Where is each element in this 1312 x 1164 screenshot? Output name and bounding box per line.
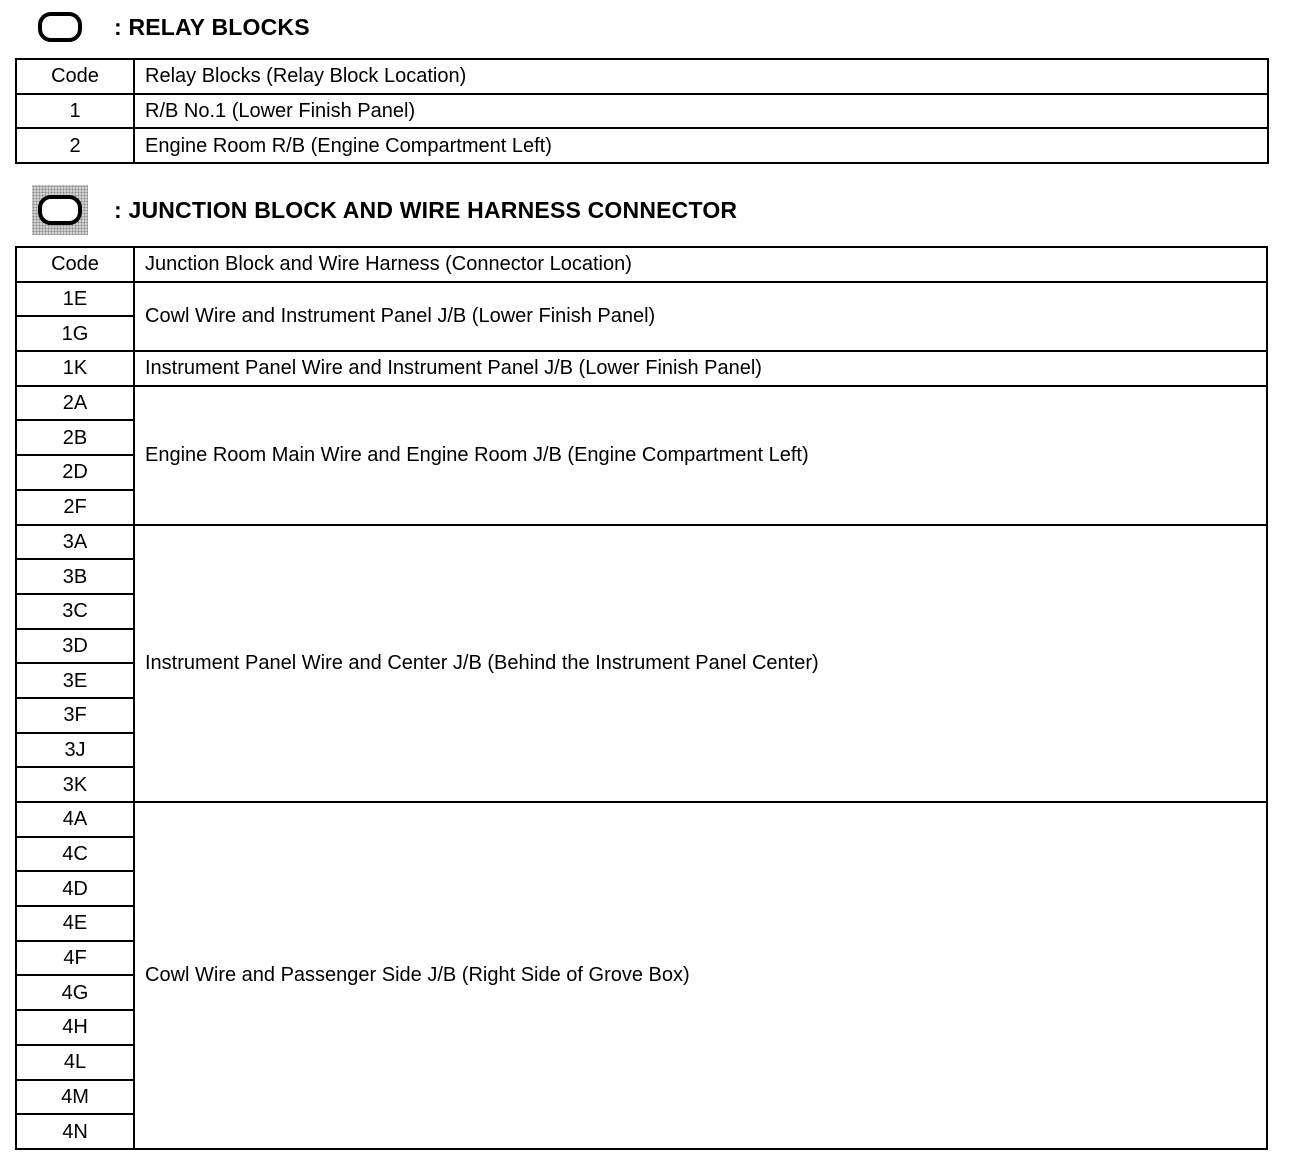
code-cell: 4L <box>16 1045 134 1080</box>
table-header-row <box>16 247 1267 282</box>
junction-block-header <box>38 185 737 235</box>
table-header-row <box>16 59 1268 94</box>
code-cell: 2A <box>16 386 134 421</box>
table-row <box>16 386 1267 421</box>
location-cell: Engine Room R/B (Engine Compartment Left) <box>134 128 1268 163</box>
code-cell: 3A <box>16 525 134 560</box>
location-cell: Engine Room Main Wire and Engine Room J/B (Engine Compartment Left) <box>134 386 1267 525</box>
code-cell: 4E <box>16 906 134 941</box>
code-cell: 3F <box>16 698 134 733</box>
code-cell: 1K <box>16 351 134 386</box>
code-cell: 3E <box>16 663 134 698</box>
code-cell: 3C <box>16 594 134 629</box>
rounded-rectangle-outline-icon <box>38 12 82 42</box>
code-cell: 4A <box>16 802 134 837</box>
code-cell: 1 <box>16 94 134 129</box>
code-cell: 3B <box>16 559 134 594</box>
shaded-rounded-rectangle-icon <box>38 195 82 225</box>
relay-icon-wrap <box>32 2 88 52</box>
code-cell: 4G <box>16 975 134 1010</box>
code-cell: 4N <box>16 1114 134 1149</box>
code-cell: 2B <box>16 420 134 455</box>
code-cell: 1G <box>16 316 134 351</box>
relay-blocks-title: : RELAY BLOCKS <box>114 13 310 40</box>
location-cell: Instrument Panel Wire and Instrument Panel J/B (Lower Finish Panel) <box>134 351 1267 386</box>
code-cell: 3D <box>16 629 134 664</box>
code-cell: 2F <box>16 490 134 525</box>
location-cell: R/B No.1 (Lower Finish Panel) <box>134 94 1268 129</box>
relay-blocks-header <box>38 2 310 52</box>
code-cell: 2 <box>16 128 134 163</box>
code-cell: 1E <box>16 282 134 317</box>
junction-block-table <box>15 246 1268 1150</box>
relay-blocks-table <box>15 58 1269 164</box>
table-row <box>16 282 1267 317</box>
code-cell: 2D <box>16 455 134 490</box>
code-column-header: Code <box>16 247 134 282</box>
location-cell: Cowl Wire and Passenger Side J/B (Right Side of Grove Box) <box>134 802 1267 1149</box>
table-row <box>16 94 1268 129</box>
table-row <box>16 802 1267 837</box>
code-cell: 4F <box>16 941 134 976</box>
location-column-header: Relay Blocks (Relay Block Location) <box>134 59 1268 94</box>
table-row <box>16 351 1267 386</box>
code-cell: 3K <box>16 767 134 802</box>
code-cell: 4M <box>16 1080 134 1115</box>
junction-block-title: : JUNCTION BLOCK AND WIRE HARNESS CONNECTOR <box>114 196 738 223</box>
junction-icon-wrap <box>32 185 88 235</box>
code-cell: 4H <box>16 1010 134 1045</box>
location-cell: Instrument Panel Wire and Center J/B (Behind the Instrument Panel Center) <box>134 525 1267 803</box>
code-cell: 4C <box>16 837 134 872</box>
table-row <box>16 525 1267 560</box>
location-column-header: Junction Block and Wire Harness (Connector Location) <box>134 247 1267 282</box>
location-cell: Cowl Wire and Instrument Panel J/B (Lower Finish Panel) <box>134 282 1267 351</box>
code-cell: 4D <box>16 871 134 906</box>
table-row <box>16 128 1268 163</box>
code-column-header: Code <box>16 59 134 94</box>
code-cell: 3J <box>16 733 134 768</box>
